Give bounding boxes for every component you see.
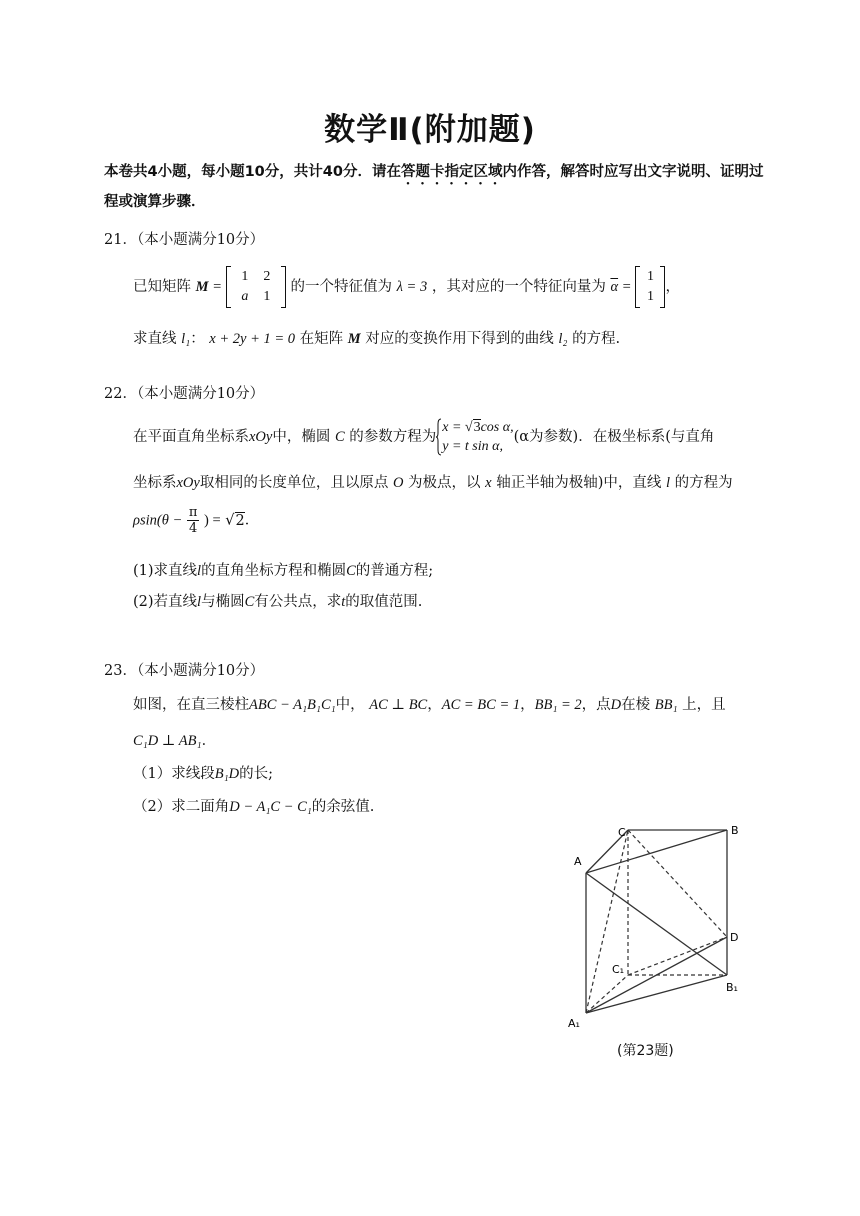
- line-l: l: [665, 475, 670, 491]
- fraction: [187, 505, 200, 536]
- q21-l2-text-b: 在矩阵: [299, 331, 344, 347]
- instructions-part1: 本卷共4小题，每小题10分，共计40分．请在: [104, 164, 401, 180]
- part1-text-b: 的长;: [239, 766, 273, 782]
- point-D: D: [610, 697, 622, 713]
- q22-l2-c: 为极点，以: [408, 475, 481, 491]
- parametric-system: [442, 418, 513, 456]
- matrix-entry: 1: [241, 269, 249, 284]
- q23-part1: [133, 762, 273, 783]
- sqrt-radicand: 3: [473, 420, 481, 435]
- vector-entry: 1: [646, 269, 654, 284]
- q21-text-b: 的一个特征值为: [290, 279, 393, 295]
- q21-line1-end: ，: [665, 279, 680, 295]
- coord-system: xOy: [249, 429, 273, 445]
- label-D: D: [730, 931, 739, 944]
- part2-text-a: (2)若直线: [133, 594, 198, 610]
- q23-text-e: 上，且: [682, 697, 726, 713]
- origin-O: O: [392, 475, 404, 491]
- q22-part1: [133, 559, 433, 580]
- figure-caption: (第23题): [617, 1043, 674, 1059]
- period: ．: [201, 733, 217, 749]
- perp-condition-2: C₁D ⊥ AB₁: [133, 733, 202, 749]
- q21-text-c: ，其对应的一个特征向量为: [431, 279, 606, 295]
- label-B: B: [731, 824, 739, 837]
- q23-text-c: ，点: [581, 697, 611, 713]
- q22-part2: [133, 590, 422, 611]
- q21-l2-text-c: 对应的变换作用下得到的曲线: [365, 331, 554, 347]
- edge-CD-hidden: [628, 830, 727, 937]
- x-eq-lhs: x =: [442, 420, 465, 435]
- matrix-entry: 1: [263, 289, 271, 304]
- q22-line3: ρsin(θ − $\frac{\pi}{4}$ ) = √2．: [133, 505, 260, 536]
- q21-line2: [133, 327, 620, 348]
- label-A1: A₁: [568, 1017, 580, 1030]
- q21-l2-text-d: 的方程.: [572, 331, 621, 347]
- q22-l2-e: 的方程为: [674, 475, 733, 491]
- param-eq-x: x = √3cos α,: [442, 420, 514, 435]
- label-A: A: [574, 855, 582, 868]
- q23-line2: [133, 729, 216, 750]
- q21-line1: 已知矩阵 M = 1 2 a 1 的一个特征值为 λ = 3 ，其对应的一个特征向量为 $\overline{\alpha}$ = 1 1 ，: [133, 266, 680, 308]
- q23-text-b: 中，: [335, 697, 365, 713]
- q21-alpha-vector: $\overline{\alpha}$: [610, 279, 619, 295]
- label-C1: C₁: [612, 963, 625, 976]
- edge-AB1: [586, 873, 727, 975]
- ellipse-C: C: [346, 563, 356, 579]
- colon: ：: [190, 331, 205, 347]
- line-l: l: [197, 594, 202, 610]
- q21-equals: =: [213, 279, 222, 295]
- q23-text-d: 在棱: [621, 697, 651, 713]
- q22-l2-a: 坐标系: [133, 475, 177, 491]
- q22-heading: 22．（本小题满分10分）: [104, 386, 265, 402]
- q23-part2: [133, 795, 374, 816]
- edge-BB1: BB₁: [654, 697, 678, 713]
- part2-text-b: 与椭圆: [201, 594, 245, 610]
- page-title: 数学Ⅱ(附加题): [324, 112, 536, 148]
- q21-heading: 21．（本小题满分10分）: [104, 232, 265, 248]
- part2-text-a: （2）求二面角: [133, 799, 230, 815]
- fraction-denominator: 4: [188, 521, 198, 536]
- q22-line2: [133, 471, 733, 492]
- q23-line1: [133, 693, 726, 714]
- ellipse-C: C: [334, 429, 345, 445]
- edge-A1C-hidden: [586, 830, 628, 1013]
- instructions-part2: 内作答，解答时应写出文字说明、证明过程或演算步骤．: [104, 164, 764, 210]
- fraction-numerator: π: [188, 505, 198, 520]
- part2-text-c: 有公共点，求: [254, 594, 342, 610]
- prism-figure: [560, 815, 760, 1037]
- instructions-emphasis: 答题卡指定区域: [400, 164, 503, 180]
- sqrt-radicand: 2: [235, 512, 245, 529]
- part1-text-a: （1）求线段: [133, 766, 215, 782]
- comma: ，: [520, 697, 535, 713]
- q21-l2-text-a: 求直线: [133, 331, 177, 347]
- instructions: [104, 158, 764, 216]
- matrix-entry: 2: [263, 269, 271, 284]
- line-l1-equation: x + 2y + 1 = 0: [209, 331, 296, 347]
- label-B1: B₁: [726, 981, 738, 994]
- q22-text-b: 中，椭圆: [272, 429, 331, 445]
- part1-text-a: (1)求直线: [133, 563, 198, 579]
- q22-l2-d: 轴正半轴为极轴)中，直线: [496, 475, 662, 491]
- right-bracket: [281, 266, 286, 308]
- polar-eq-mid: ) =: [204, 512, 221, 529]
- polar-eq-lhs: ρsin(θ −: [133, 512, 183, 529]
- x-axis-label: x: [485, 475, 492, 491]
- vector-entry: 1: [646, 289, 654, 304]
- q21-text-a: 已知矩阵: [133, 279, 191, 295]
- edge-C1D-hidden: [628, 937, 727, 975]
- segment-B1D: B₁D: [214, 766, 240, 782]
- prism-name: ABC − A₁B₁C₁: [249, 697, 336, 713]
- q23-text-a: 如图，在直三棱柱: [133, 697, 249, 713]
- dihedral-angle: D − A₁C − C₁: [229, 799, 312, 815]
- line-l: l: [197, 563, 202, 579]
- part1-text-c: 的普通方程;: [355, 563, 434, 579]
- q22-line1: [133, 418, 714, 456]
- q21-matrix: [226, 266, 286, 308]
- part2-text-d: 的取值范围.: [345, 594, 423, 610]
- part1-text-b: 的直角坐标方程和椭圆: [201, 563, 347, 579]
- q21-matrix-M: M: [195, 279, 209, 295]
- x-eq-rhs: cos α,: [480, 420, 514, 435]
- coord-system: xOy: [176, 475, 200, 491]
- part2-text-b: 的余弦值.: [311, 799, 375, 815]
- ellipse-C: C: [244, 594, 255, 610]
- param-eq-y: y = t sin α,: [442, 439, 503, 454]
- bb1-length: BB₁ = 2: [534, 697, 582, 713]
- param-t: t: [341, 594, 346, 610]
- q21-lambda: λ = 3: [396, 279, 428, 295]
- perp-condition: AC ⊥ BC: [369, 697, 428, 713]
- q22-text-a: 在平面直角坐标系: [133, 429, 249, 445]
- q21-vector: [635, 266, 665, 308]
- comma: ，: [427, 697, 442, 713]
- line-l1: l₁: [181, 331, 191, 347]
- q23-heading: 23．（本小题满分10分）: [104, 663, 265, 679]
- vector-entries: [640, 267, 660, 307]
- period: ．: [244, 512, 260, 529]
- q22-text-c: 的参数方程为: [349, 429, 437, 445]
- matrix-M-ref: M: [347, 331, 361, 347]
- curve-l2: l₂: [558, 331, 568, 347]
- matrix-entry: a: [241, 289, 249, 304]
- matrix-entries: [231, 267, 281, 307]
- q22-text-d: (α为参数)．在极坐标系(与直角: [513, 429, 715, 445]
- label-C: C: [618, 826, 626, 839]
- length-condition: AC = BC = 1: [441, 697, 521, 713]
- q22-l2-b: 取相同的长度单位，且以原点: [199, 475, 389, 491]
